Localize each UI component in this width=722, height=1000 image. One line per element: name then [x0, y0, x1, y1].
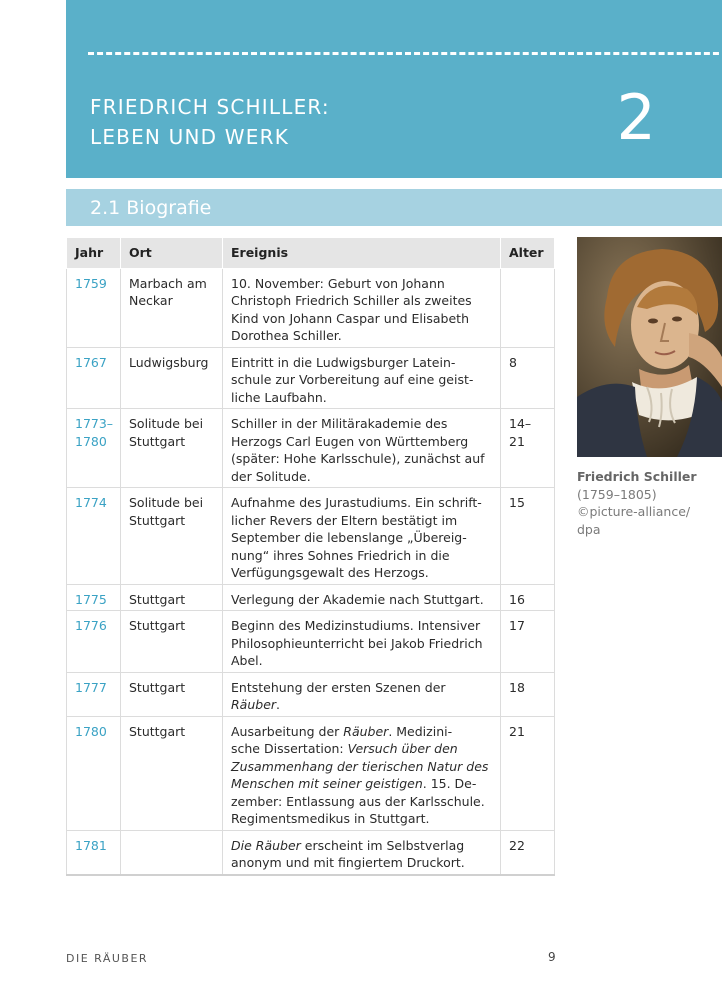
year-cell-line: 1774 — [75, 495, 107, 510]
year-cell — [67, 584, 121, 611]
place-cell — [121, 584, 223, 611]
place-cell-line: Solitude bei — [129, 495, 204, 510]
event-line — [231, 433, 492, 451]
event-line — [231, 310, 492, 328]
section-title: 2.1 Biografie — [90, 197, 212, 219]
age-cell: 15 — [501, 488, 555, 585]
year-cell — [67, 488, 121, 585]
place-cell-line: Stuttgart — [129, 512, 186, 528]
place-cell — [121, 611, 223, 673]
table-row — [67, 716, 555, 830]
event-line — [231, 529, 492, 547]
event-text: Herzogs Carl Eugen von Württemberg — [231, 433, 469, 449]
table-row — [67, 830, 555, 875]
event-text: . Medizini- — [388, 723, 453, 739]
place-cell — [121, 409, 223, 488]
header-year: Jahr — [67, 238, 121, 269]
dashed-divider — [88, 52, 722, 55]
event-text: Verlegung der Akademie nach Stuttgart. — [231, 591, 484, 607]
event-text: zember: Entlassung aus der Karlsschule. — [231, 793, 485, 809]
event-text: (später: Hohe Karlsschule), zunächst auf — [231, 451, 485, 466]
event-text: liche Laufbahn. — [231, 389, 327, 405]
age-cell: 18 — [501, 672, 555, 716]
event-line — [231, 591, 492, 609]
table-row — [67, 488, 555, 585]
event-text: Ausarbeitung der — [231, 723, 344, 739]
event-text: Schiller in der Militärakademie des — [231, 416, 448, 431]
event-cell — [223, 347, 501, 409]
year-cell-line: 1777 — [75, 679, 107, 695]
event-line — [231, 740, 492, 758]
event-text: Beginn des Medizinstudiums. Intensiver — [231, 618, 481, 633]
event-line — [231, 468, 492, 486]
portrait-caption — [577, 468, 722, 538]
event-line — [231, 327, 492, 345]
event-line — [231, 810, 492, 828]
event-text-italic: Räuber — [231, 697, 277, 712]
event-text: Aufnahme des Jurastudiums. Ein schrift- — [231, 495, 482, 510]
table-row — [67, 611, 555, 673]
event-line — [231, 275, 492, 293]
event-line — [231, 564, 492, 582]
event-line — [231, 450, 492, 468]
event-line — [231, 758, 492, 776]
event-line — [231, 389, 492, 407]
portrait-image — [577, 237, 722, 457]
place-cell-line: Stuttgart — [129, 679, 186, 695]
year-cell-line: 1773– — [75, 416, 114, 431]
event-line — [231, 723, 492, 741]
event-line — [231, 854, 492, 872]
chapter-number: 2 — [616, 81, 656, 154]
page-number: 9 — [548, 950, 556, 964]
event-line — [231, 617, 492, 635]
portrait-illustration — [577, 237, 722, 457]
table-row — [67, 672, 555, 716]
year-cell — [67, 268, 121, 347]
event-cell — [223, 830, 501, 875]
place-cell-line: Ludwigsburg — [129, 354, 209, 370]
event-text: . — [276, 697, 281, 712]
year-cell-line: 1759 — [75, 275, 107, 291]
table-row — [67, 584, 555, 611]
footer-book-title: DIE RÄUBER — [66, 952, 149, 965]
event-text: licher Revers der Eltern bestätigt im — [231, 512, 458, 528]
place-cell-line: Neckar — [129, 293, 173, 308]
event-text: Eintritt in die Ludwigsburger Latein- — [231, 354, 456, 370]
event-cell — [223, 716, 501, 830]
table-row — [67, 347, 555, 409]
age-cell: 16 — [501, 584, 555, 611]
biography-table — [66, 237, 555, 876]
year-cell — [67, 347, 121, 409]
event-line — [231, 679, 492, 697]
event-text: September die lebenslange „Übereig- — [231, 530, 467, 545]
event-text: Dorothea Schiller. — [231, 328, 342, 343]
place-cell — [121, 672, 223, 716]
event-text: sche Dissertation: — [231, 741, 348, 756]
event-line — [231, 415, 492, 433]
year-cell — [67, 830, 121, 875]
table-row — [67, 409, 555, 488]
place-cell — [121, 268, 223, 347]
event-text: nung“ ihres Sohnes Friedrich in die — [231, 547, 450, 563]
year-cell — [67, 611, 121, 673]
age-cell: 17 — [501, 611, 555, 673]
event-cell — [223, 488, 501, 585]
event-text-italic: Menschen mit seiner geistigen — [231, 776, 423, 791]
event-line — [231, 547, 492, 565]
year-cell-line: 1767 — [75, 354, 107, 370]
event-line — [231, 696, 492, 714]
event-line — [231, 635, 492, 653]
header-place: Ort — [121, 238, 223, 269]
year-cell-line: 1775 — [75, 591, 107, 607]
event-text-italic: Zusammenhang der tierischen Natur des — [231, 758, 489, 774]
place-cell-line: Solitude bei — [129, 416, 204, 431]
age-cell — [501, 268, 555, 347]
place-cell-line: Marbach am — [129, 275, 207, 291]
event-text: . 15. De- — [422, 776, 477, 791]
event-line — [231, 775, 492, 793]
event-line — [231, 652, 492, 670]
table-header-row — [67, 238, 555, 269]
caption-dates: (1759–1805) — [577, 486, 657, 502]
event-text: Verfügungsgewalt des Herzogs. — [231, 565, 429, 580]
event-text: anonym und mit fingiertem Druckort. — [231, 855, 465, 870]
place-cell-line: Stuttgart — [129, 591, 186, 607]
year-cell-line: 1781 — [75, 837, 107, 853]
year-cell — [67, 716, 121, 830]
age-cell: 8 — [501, 347, 555, 409]
year-cell — [67, 409, 121, 488]
event-cell — [223, 672, 501, 716]
place-cell — [121, 347, 223, 409]
table-row — [67, 268, 555, 347]
event-line — [231, 512, 492, 530]
header-age: Alter — [501, 238, 555, 269]
event-text-italic: Versuch über den — [347, 741, 458, 756]
event-text: Philosophieunterricht bei Jakob Friedrich — [231, 635, 483, 651]
year-cell-line: 1780 — [75, 433, 107, 449]
event-text-italic: Räuber — [343, 723, 389, 739]
caption-name: Friedrich Schiller — [577, 469, 697, 484]
event-line — [231, 354, 492, 372]
event-text: Regimentsmedikus in Stuttgart. — [231, 811, 430, 826]
age-cell: 14–21 — [501, 409, 555, 488]
event-line — [231, 292, 492, 310]
event-text-italic: Die Räuber — [231, 837, 301, 853]
chapter-title-line2: LEBEN UND WERK — [90, 125, 290, 149]
event-text: Entstehung der ersten Szenen der — [231, 679, 446, 695]
chapter-title — [90, 92, 330, 152]
place-cell — [121, 830, 223, 875]
year-cell — [67, 672, 121, 716]
event-text: Kind von Johann Caspar und Elisabeth — [231, 310, 470, 326]
event-text: schule zur Vorbereitung auf eine geist- — [231, 372, 474, 387]
place-cell — [121, 488, 223, 585]
header-event: Ereignis — [223, 238, 501, 269]
place-cell-line: Stuttgart — [129, 618, 186, 633]
year-cell-line: 1776 — [75, 618, 107, 633]
chapter-title-line1: FRIEDRICH SCHILLER: — [90, 95, 330, 119]
event-text: erscheint im Selbstverlag — [300, 837, 465, 853]
age-cell: 21 — [501, 716, 555, 830]
event-text: der Solitude. — [231, 468, 311, 484]
age-cell: 22 — [501, 830, 555, 875]
event-cell — [223, 268, 501, 347]
event-line — [231, 837, 492, 855]
section-bar — [66, 189, 722, 226]
table-body — [67, 268, 555, 875]
event-cell — [223, 409, 501, 488]
event-text: Christoph Friedrich Schiller als zweites — [231, 293, 472, 308]
year-cell-line: 1780 — [75, 723, 107, 739]
chapter-header — [66, 0, 722, 178]
caption-credit-line2: dpa — [577, 521, 601, 537]
event-cell — [223, 611, 501, 673]
event-text: Abel. — [231, 653, 263, 668]
event-cell — [223, 584, 501, 611]
event-line — [231, 494, 492, 512]
event-line — [231, 793, 492, 811]
place-cell-line: Stuttgart — [129, 433, 186, 449]
caption-credit-line1: ©picture-alliance/ — [577, 504, 691, 519]
event-line — [231, 371, 492, 389]
event-text: 10. November: Geburt von Johann — [231, 275, 445, 291]
place-cell-line: Stuttgart — [129, 723, 186, 739]
place-cell — [121, 716, 223, 830]
